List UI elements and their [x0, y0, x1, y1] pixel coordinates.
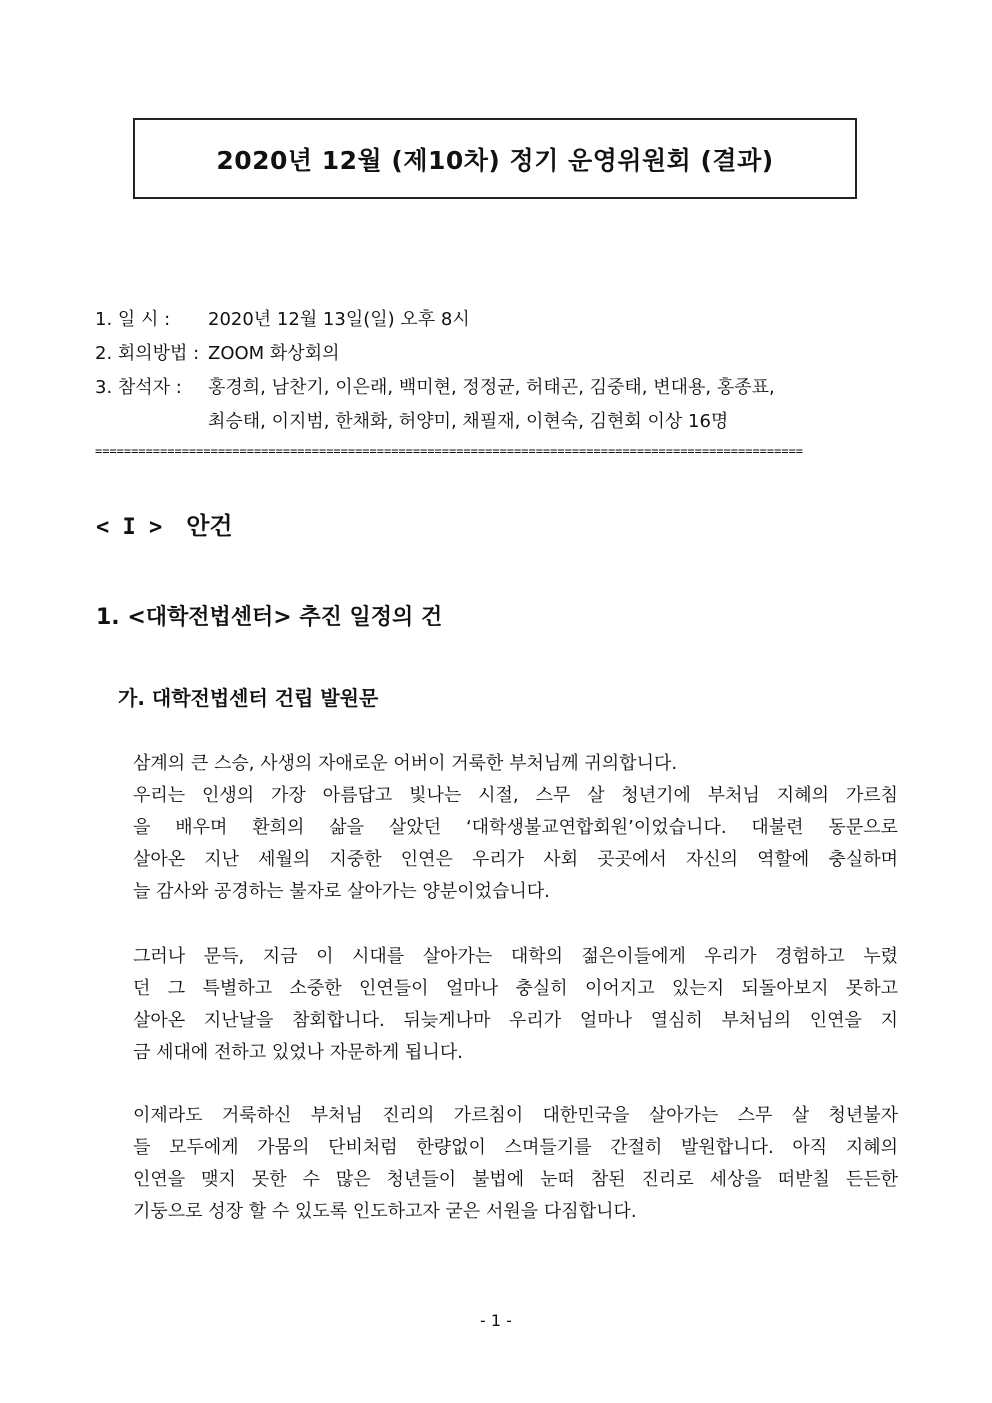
meeting-date-value: 2020년 12월 13일(일) 오후 8시 — [208, 309, 470, 330]
paragraph-line: 그러나 문득, 지금 이 시대를 살아가는 대학의 젊은이들에게 우리가 경험하고 누렸 — [133, 946, 898, 967]
section-heading — [96, 506, 233, 541]
paragraph-line: 삼계의 큰 스승, 사생의 자애로운 어버이 거룩한 부처님께 귀의합니다. — [133, 753, 678, 774]
paragraph-1 — [133, 748, 898, 908]
attendees-row-2 — [95, 405, 775, 439]
paragraph-line: 살아온 지난날을 참회합니다. 뒤늦게나마 우리가 얼마나 열심히 부처님의 인연을 지 — [133, 1010, 898, 1031]
paragraph-line: 기둥으로 성장 할 수 있도록 인도하고자 굳은 서원을 다짐합니다. — [133, 1201, 637, 1222]
attendees-label-spacer — [95, 405, 208, 439]
paragraph-line: 살아온 지난 세월의 지중한 인연은 우리가 사회 곳곳에서 자신의 역할에 충실하며 — [133, 849, 898, 870]
meeting-method-label: 2. 회의방법 : — [95, 343, 200, 364]
paragraph-line: 인연을 맺지 못한 수 많은 청년들이 불법에 눈떠 참된 진리로 세상을 떠받칠 든든한 — [133, 1169, 898, 1190]
paragraph-line: 들 모두에게 가뭄의 단비처럼 한량없이 스며들기를 간절히 발원합니다. 아직 지혜의 — [133, 1137, 898, 1158]
separator-line: ================================================================================================== — [95, 444, 804, 458]
paragraph-3 — [133, 1100, 898, 1228]
paragraph-line: 우리는 인생의 가장 아름답고 빛나는 시절, 스무 살 청년기에 부처님 지혜의 가르침 — [133, 785, 898, 806]
meeting-method-row — [95, 337, 775, 371]
attendees-label: 3. 참석자 : — [95, 377, 182, 398]
attendees-line-1: 홍경희, 남찬기, 이은래, 백미현, 정정균, 허태곤, 김중태, 변대용, 홍종표, — [208, 377, 775, 398]
agenda-item-heading: 1. <대학전법센터> 추진 일정의 건 — [96, 605, 443, 630]
section-number: < I > — [96, 515, 163, 540]
paragraph-line: 이제라도 거룩하신 부처님 진리의 가르침이 대한민국을 살아가는 스무 살 청년불자 — [133, 1105, 898, 1126]
attendees-row — [95, 371, 775, 405]
document-title: 2020년 12월 (제10차) 정기 운영위원회 (결과) — [216, 145, 774, 175]
meeting-info — [95, 303, 775, 439]
paragraph-line: 늘 감사와 공경하는 불자로 살아가는 양분이었습니다. — [133, 881, 550, 902]
document-title-box — [133, 118, 857, 199]
meeting-date-label: 1. 일 시 : — [95, 309, 171, 330]
paragraph-line: 던 그 특별하고 소중한 인연들이 얼마나 충실히 이어지고 있는지 되돌아보지 못하고 — [133, 978, 898, 999]
section-title: 안건 — [186, 512, 233, 540]
meeting-method-value: ZOOM 화상회의 — [208, 343, 340, 364]
paragraph-line: 금 세대에 전하고 있었나 자문하게 됩니다. — [133, 1042, 463, 1063]
agenda-subitem-heading: 가. 대학전법센터 건립 발원문 — [118, 686, 379, 710]
paragraph-2 — [133, 941, 898, 1069]
meeting-date-row — [95, 303, 775, 337]
attendees-line-2: 최승태, 이지범, 한채화, 허양미, 채필재, 이현숙, 김현회 이상 16명 — [208, 411, 729, 432]
page-number: - 1 - — [480, 1311, 512, 1330]
paragraph-line: 을 배우며 환희의 삶을 살았던 ‘대학생불교연합회원’이었습니다. 대불련 동문으로 — [133, 817, 898, 838]
